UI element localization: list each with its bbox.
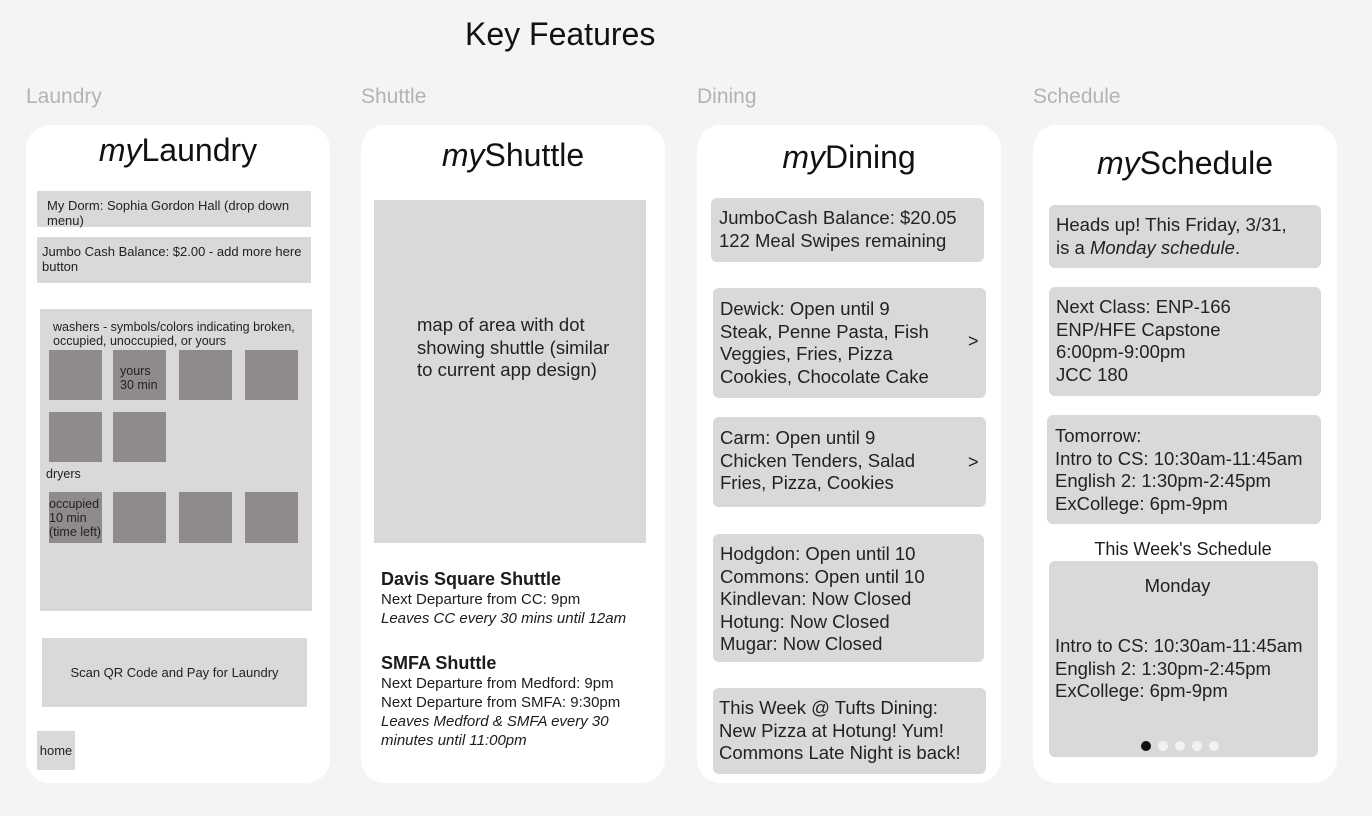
tomorrow-heading: Tomorrow:: [1055, 425, 1142, 446]
news-line: New Pizza at Hotung! Yum!: [719, 719, 944, 741]
washer-machine[interactable]: [49, 350, 102, 400]
week-class: ExCollege: 6pm-9pm: [1055, 680, 1228, 702]
davis-next-departure: Next Departure from CC: 9pm: [381, 591, 581, 608]
shuttle-map[interactable]: [374, 200, 646, 543]
week-class: English 2: 1:30pm-2:45pm: [1055, 657, 1271, 679]
dining-news-card: [713, 688, 986, 774]
smfa-next-medford: Next Departure from Medford: 9pm: [381, 675, 614, 692]
dorm-dropdown-label: My Dorm: Sophia Gordon Hall (drop down menu): [47, 198, 290, 228]
kindlevan-status: Kindlevan: Now Closed: [720, 588, 912, 610]
dining-hall-card-carm[interactable]: [713, 417, 986, 507]
carm-status: Carm: Open until 9: [720, 427, 876, 448]
carm-menu-line: Chicken Tenders, Salad: [720, 449, 916, 471]
news-heading: This Week @ Tufts Dining:: [719, 697, 938, 718]
page-indicator[interactable]: [1141, 741, 1226, 751]
washer-machine[interactable]: [179, 350, 232, 400]
alert-line: is a Monday schedule.: [1056, 236, 1241, 258]
home-button-label: home: [39, 743, 73, 758]
dryer-occupied-label: occupied 10 min (time left): [49, 497, 102, 539]
davis-frequency: Leaves CC every 30 mins until 12am: [381, 610, 627, 627]
washer-machine[interactable]: [113, 412, 166, 462]
map-placeholder-text: map of area with dot showing shuttle (similar to current app design): [417, 314, 610, 381]
washer-yours-label: yours 30 min: [120, 364, 158, 392]
hodgdon-status: Hodgdon: Open until 10: [720, 543, 916, 564]
shuttle-screen: [361, 125, 665, 783]
dryer-machine[interactable]: [179, 492, 232, 543]
smfa-shuttle-info: [381, 652, 661, 750]
week-class-list: [1055, 635, 1318, 703]
section-label-dining: Dining: [697, 85, 757, 108]
week-schedule-card[interactable]: [1049, 561, 1318, 757]
dryer-machine[interactable]: [113, 492, 166, 543]
meal-swipes-remaining: 122 Meal Swipes remaining: [719, 229, 947, 251]
smfa-frequency: Leaves Medford & SMFA every 30 minutes until 11:00pm: [381, 713, 609, 749]
dryer-machine[interactable]: [245, 492, 298, 543]
mugar-status: Mugar: Now Closed: [720, 633, 883, 655]
dining-hall-card-dewick[interactable]: [713, 288, 986, 398]
page-dot[interactable]: [1209, 741, 1219, 751]
dewick-menu-line: Veggies, Fries, Pizza: [720, 343, 893, 365]
app-title-dining: myDining: [782, 139, 916, 175]
dewick-status: Dewick: Open until 9: [720, 298, 890, 319]
section-label-laundry: Laundry: [26, 85, 102, 108]
jumbo-cash-balance[interactable]: [37, 237, 311, 283]
next-class-code: Next Class: ENP-166: [1056, 296, 1231, 317]
page-title: Key Features: [465, 16, 656, 52]
davis-shuttle-name: Davis Square Shuttle: [381, 569, 562, 589]
machines-panel: [40, 309, 312, 611]
week-day-label: Monday: [1144, 575, 1211, 596]
hotung-status: Hotung: Now Closed: [720, 610, 890, 632]
tomorrow-class: ExCollege: 6pm-9pm: [1055, 492, 1228, 514]
dining-screen: [697, 125, 1001, 783]
commons-status: Commons: Open until 10: [720, 565, 925, 587]
dewick-menu-line: Cookies, Chocolate Cake: [720, 365, 929, 387]
jumbo-cash-balance-label: Jumbo Cash Balance: $2.00 - add more here button: [42, 244, 302, 274]
tomorrow-card: [1047, 415, 1321, 524]
washers-label: washers - symbols/colors indicating broken, occupied, unoccupied, or yours: [53, 320, 295, 348]
tomorrow-class: Intro to CS: 10:30am-11:45am: [1055, 447, 1303, 469]
news-line: Commons Late Night is back!: [719, 742, 961, 764]
washer-machine-yours[interactable]: [113, 350, 166, 400]
page-dot[interactable]: [1192, 741, 1202, 751]
section-label-schedule: Schedule: [1033, 85, 1121, 108]
page-dot[interactable]: [1158, 741, 1168, 751]
dining-balance-card: [711, 198, 984, 262]
dryer-machine-occupied[interactable]: [49, 492, 102, 543]
next-class-card: [1049, 287, 1321, 396]
smfa-next-smfa: Next Departure from SMFA: 9:30pm: [381, 694, 621, 711]
laundry-screen: [26, 125, 330, 783]
next-class-location: JCC 180: [1056, 363, 1128, 385]
scan-qr-pay-label: Scan QR Code and Pay for Laundry: [70, 665, 279, 680]
section-label-shuttle: Shuttle: [361, 85, 427, 108]
chevron-right-icon[interactable]: >: [968, 452, 979, 472]
week-schedule-title: This Week's Schedule: [1094, 539, 1272, 559]
alert-line: Heads up! This Friday, 3/31,: [1056, 214, 1287, 235]
home-button[interactable]: [37, 731, 75, 770]
washer-machine[interactable]: [49, 412, 102, 462]
chevron-right-icon[interactable]: >: [968, 331, 979, 351]
app-title-laundry: myLaundry: [98, 132, 258, 168]
dryers-label: dryers: [46, 467, 81, 481]
other-dining-status-card: [713, 534, 984, 662]
jumbocash-balance: JumboCash Balance: $20.05: [719, 207, 957, 228]
page-dot-active[interactable]: [1141, 741, 1151, 751]
smfa-shuttle-name: SMFA Shuttle: [381, 653, 497, 673]
schedule-screen: [1033, 125, 1337, 783]
washer-machine[interactable]: [245, 350, 298, 400]
dorm-dropdown[interactable]: [37, 191, 311, 227]
app-title-shuttle: myShuttle: [441, 137, 585, 173]
scan-qr-pay-button[interactable]: [42, 638, 307, 707]
week-class: Intro to CS: 10:30am-11:45am: [1055, 635, 1303, 656]
carm-menu-line: Fries, Pizza, Cookies: [720, 472, 894, 494]
davis-shuttle-info: [381, 568, 661, 628]
page-dot[interactable]: [1175, 741, 1185, 751]
dewick-menu-line: Steak, Penne Pasta, Fish: [720, 320, 929, 342]
tomorrow-class: English 2: 1:30pm-2:45pm: [1055, 470, 1271, 492]
schedule-alert-card: [1049, 205, 1321, 268]
next-class-time: 6:00pm-9:00pm: [1056, 341, 1186, 363]
next-class-name: ENP/HFE Capstone: [1056, 318, 1221, 340]
app-title-schedule: mySchedule: [1096, 145, 1274, 181]
